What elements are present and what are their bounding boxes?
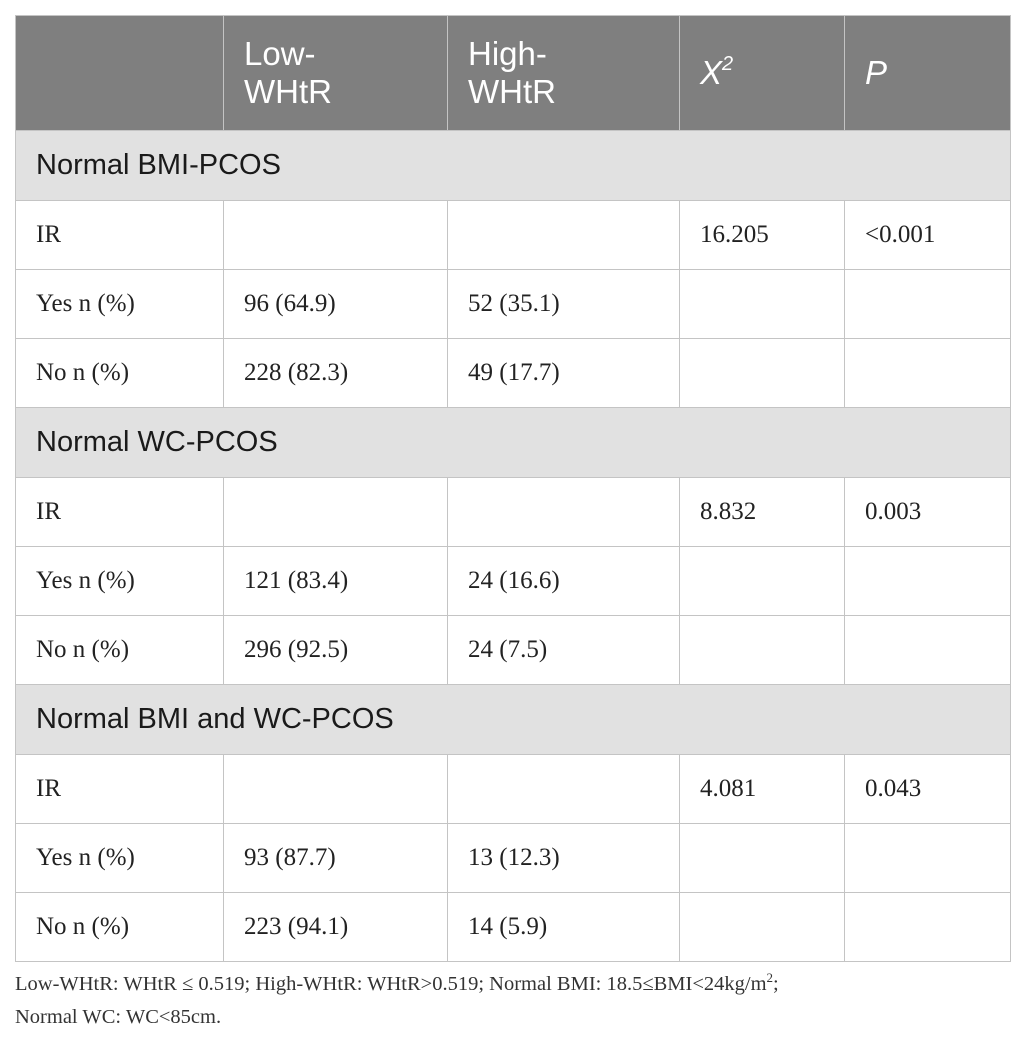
- p-value-cell: [845, 270, 1011, 339]
- row-label-cell: No n (%): [16, 893, 224, 962]
- header-row: [16, 16, 1011, 131]
- high-whtr-cell: 14 (5.9): [448, 893, 680, 962]
- row-label-cell: No n (%): [16, 339, 224, 408]
- low-whtr-cell: [224, 755, 448, 824]
- low-whtr-cell: 93 (87.7): [224, 824, 448, 893]
- header-chi-square-sup: 2: [722, 53, 734, 75]
- high-whtr-cell: 24 (7.5): [448, 616, 680, 685]
- footnote-line-1-end: ;: [773, 973, 779, 995]
- p-value-cell: <0.001: [845, 201, 1011, 270]
- high-whtr-cell: [448, 755, 680, 824]
- section-title: Normal WC-PCOS: [16, 408, 1011, 478]
- footnote: [15, 968, 1015, 1034]
- high-whtr-cell: 49 (17.7): [448, 339, 680, 408]
- high-whtr-cell: 24 (16.6): [448, 547, 680, 616]
- high-whtr-cell: [448, 201, 680, 270]
- results-table: [15, 15, 1011, 962]
- chi-square-cell: 4.081: [680, 755, 845, 824]
- chi-square-cell: 8.832: [680, 478, 845, 547]
- high-whtr-cell: [448, 478, 680, 547]
- p-value-cell: 0.043: [845, 755, 1011, 824]
- chi-square-cell: [680, 824, 845, 893]
- header-empty-cell: [16, 16, 224, 131]
- section-row: [16, 131, 1011, 201]
- row-label-cell: IR: [16, 201, 224, 270]
- row-label-cell: Yes n (%): [16, 824, 224, 893]
- p-value-cell: [845, 339, 1011, 408]
- chi-square-cell: [680, 270, 845, 339]
- footnote-line-1-sup: 2: [766, 970, 774, 986]
- table-row: [16, 755, 1011, 824]
- row-label-cell: No n (%): [16, 616, 224, 685]
- table-row: [16, 339, 1011, 408]
- header-high-whtr-label: High- WHtR: [468, 35, 556, 110]
- p-value-cell: 0.003: [845, 478, 1011, 547]
- low-whtr-cell: 96 (64.9): [224, 270, 448, 339]
- footnote-line-1-text: Low-WHtR: WHtR ≤ 0.519; High-WHtR: WHtR>0.519; Normal BMI: 18.5≤BMI<24kg/m: [15, 973, 767, 995]
- section-title: Normal BMI-PCOS: [16, 131, 1011, 201]
- section-title: Normal BMI and WC-PCOS: [16, 685, 1011, 755]
- p-value-cell: [845, 547, 1011, 616]
- table-row: [16, 547, 1011, 616]
- table-row: [16, 616, 1011, 685]
- row-label-cell: IR: [16, 478, 224, 547]
- chi-square-cell: [680, 547, 845, 616]
- table-row: [16, 201, 1011, 270]
- header-low-whtr: [224, 16, 448, 131]
- row-label-cell: Yes n (%): [16, 547, 224, 616]
- chi-square-cell: [680, 339, 845, 408]
- header-chi-square-base: X: [700, 54, 723, 91]
- header-chi-square: [680, 16, 845, 131]
- low-whtr-cell: [224, 478, 448, 547]
- p-value-cell: [845, 893, 1011, 962]
- low-whtr-cell: 228 (82.3): [224, 339, 448, 408]
- chi-square-cell: [680, 616, 845, 685]
- footnote-line-2: Normal WC: WC<85cm.: [15, 1006, 222, 1028]
- table-row: [16, 824, 1011, 893]
- chi-square-cell: [680, 893, 845, 962]
- header-p-value: P: [845, 16, 1011, 131]
- row-label-cell: Yes n (%): [16, 270, 224, 339]
- high-whtr-cell: 52 (35.1): [448, 270, 680, 339]
- table-row: [16, 893, 1011, 962]
- header-high-whtr: [448, 16, 680, 131]
- low-whtr-cell: 296 (92.5): [224, 616, 448, 685]
- table-row: [16, 270, 1011, 339]
- header-low-whtr-label: Low- WHtR: [244, 35, 332, 110]
- table-row: [16, 478, 1011, 547]
- low-whtr-cell: [224, 201, 448, 270]
- low-whtr-cell: 223 (94.1): [224, 893, 448, 962]
- low-whtr-cell: 121 (83.4): [224, 547, 448, 616]
- row-label-cell: IR: [16, 755, 224, 824]
- p-value-cell: [845, 824, 1011, 893]
- p-value-cell: [845, 616, 1011, 685]
- chi-square-cell: 16.205: [680, 201, 845, 270]
- section-row: [16, 408, 1011, 478]
- footnote-line-1: [15, 968, 1015, 1001]
- section-row: [16, 685, 1011, 755]
- high-whtr-cell: 13 (12.3): [448, 824, 680, 893]
